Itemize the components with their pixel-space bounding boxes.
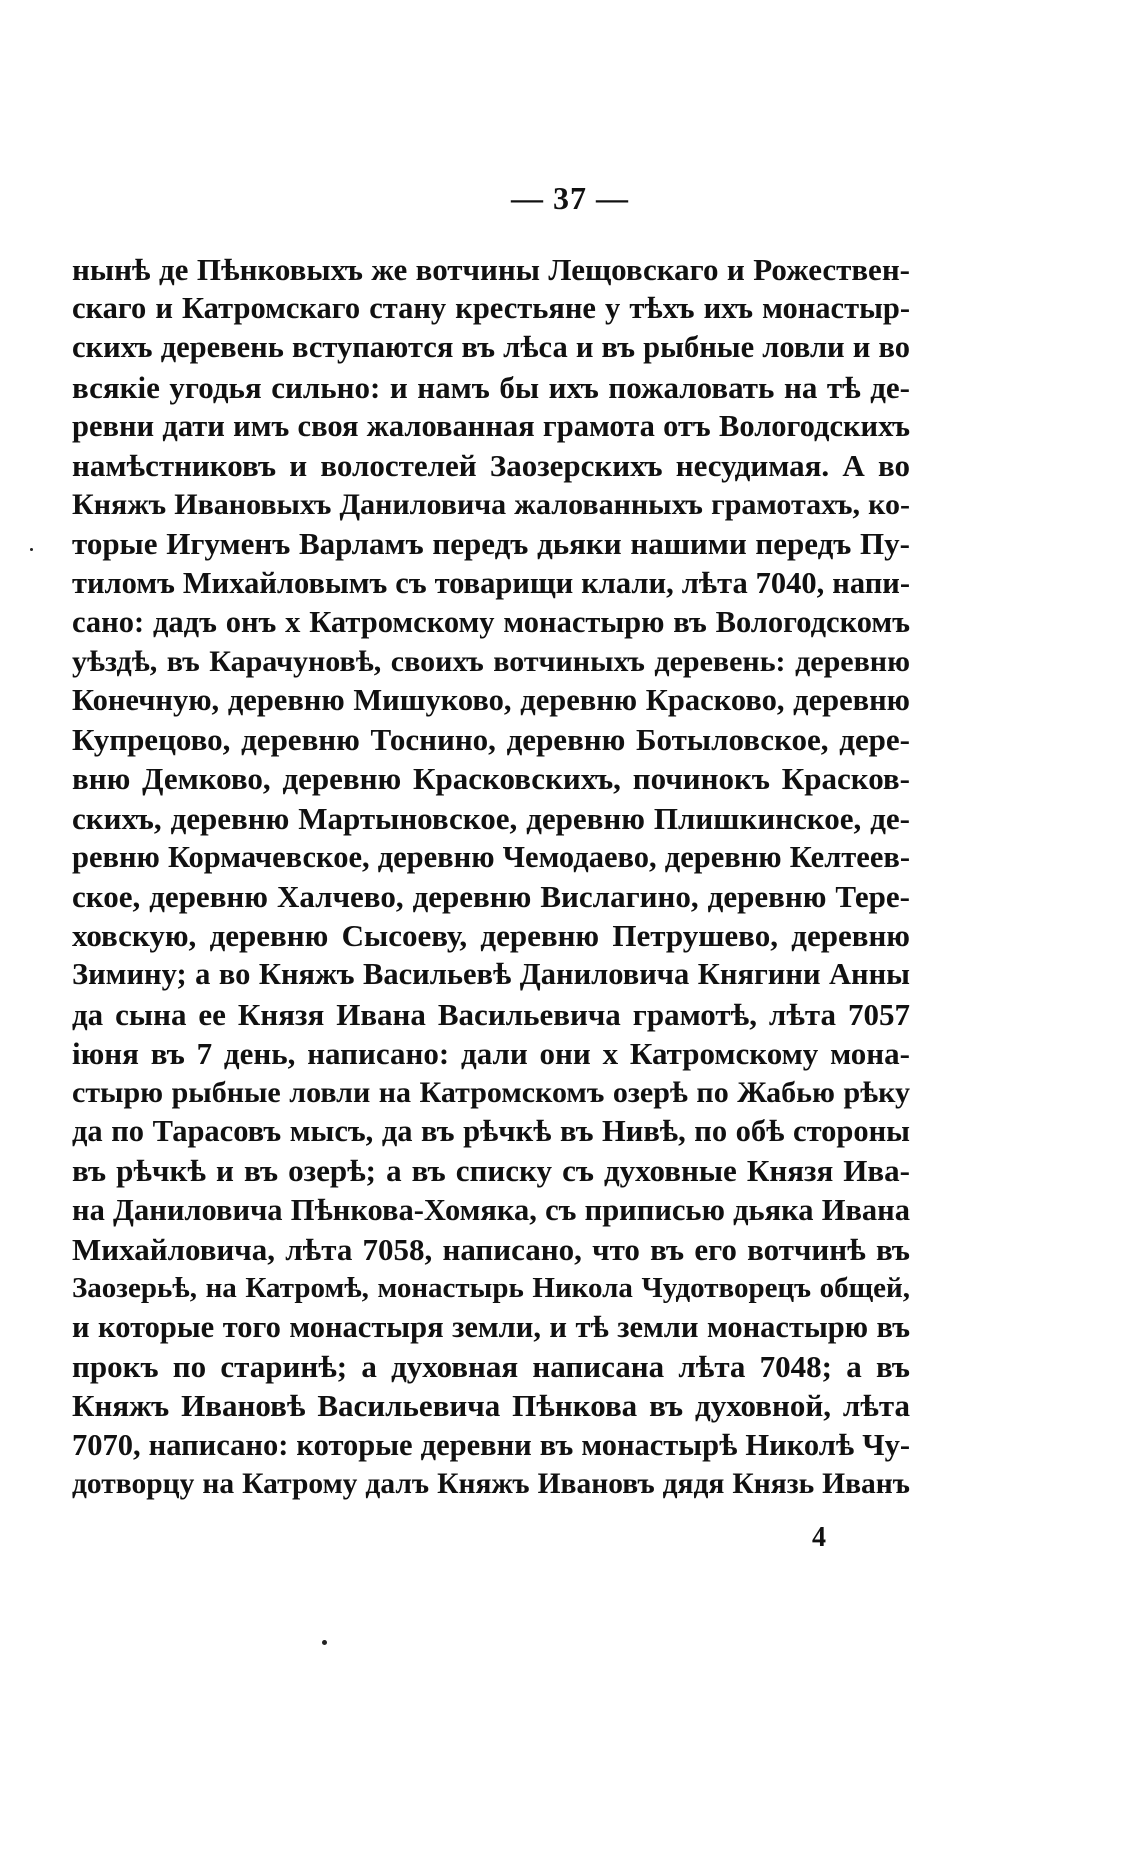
text-line: Заозерьѣ, на Катромѣ, монастырь Никола Чудотворецъ общей,	[72, 1271, 910, 1304]
text-line: всякіе угодья сильно: и намъ бы ихъ пожаловать на тѣ де-	[72, 369, 910, 405]
text-line: вню Демково, деревню Красковскихъ, починокъ Красков-	[72, 761, 910, 797]
text-line: да по Тарасовъ мысъ, да въ рѣчкѣ въ Нивѣ, по обѣ стороны	[72, 1114, 910, 1149]
text-line: Конечную, деревню Мишуково, деревню Красково, деревню	[72, 683, 910, 718]
text-line: ревню Кормачевское, деревню Чемодаево, деревню Келтеев-	[72, 839, 910, 874]
text-line: въ рѣчкѣ и въ озерѣ; а въ списку съ духовные Князя Ива-	[72, 1153, 910, 1189]
page-number: — 37 —	[511, 180, 629, 216]
text-line: скаго и Катромскаго стану крестьяне у тѣхъ ихъ монастыр-	[72, 291, 910, 326]
text-line: прокъ по старинѣ; а духовная написана лѣта 7048; а въ	[72, 1349, 910, 1385]
text-line: ревни дати имъ своя жалованная грамота отъ Вологодскихъ	[72, 408, 910, 443]
text-line: Купрецово, деревню Тоснино, деревню Ботыловское, дере-	[72, 722, 910, 758]
text-line: тиломъ Михайловымъ съ товарищи клали, лѣта 7040, напи-	[72, 565, 910, 600]
text-line: торые Игуменъ Варламъ передъ дьяки нашими передъ Пу-	[72, 526, 910, 562]
text-line: Зимину; а во Княжъ Васильевѣ Даниловича Княгини Анны	[72, 957, 910, 992]
text-line: уѣздѣ, въ Карачуновѣ, своихъ вотчиныхъ деревень: деревню	[72, 644, 910, 678]
scan-speck	[322, 1640, 327, 1645]
text-line: да сына ее Князя Ивана Васильевича грамотѣ, лѣта 7057	[72, 996, 910, 1032]
text-line: и которые того монастыря земли, и тѣ земли монастырю въ	[72, 1310, 910, 1345]
text-line: 7070, написано: которые деревни въ монастырѣ Николѣ Чу-	[72, 1427, 910, 1462]
text-line: Княжъ Ивановыхъ Даниловича жалованныхъ грамотахъ, ко-	[72, 488, 910, 522]
text-line: скихъ деревень вступаются въ лѣса и въ рыбные ловли и во	[72, 330, 910, 365]
text-line: на Даниловича Пѣнкова-Хомяка, съ приписью дьяка Ивана	[72, 1192, 910, 1227]
text-line: ховскую, деревню Сысоеву, деревню Петрушево, деревню	[72, 918, 910, 954]
text-line: сано: дадъ онъ х Катромскому монастырю въ Вологодскомъ	[72, 604, 910, 639]
text-line: нынѣ де Пѣнковыхъ же вотчины Лещовскаго и Рожествен-	[72, 252, 910, 287]
text-line: стырю рыбные ловли на Катромскомъ озерѣ по Жабью рѣку	[72, 1075, 910, 1109]
text-line: Михайловича, лѣта 7058, написано, что въ его вотчинѣ въ	[72, 1231, 910, 1267]
text-line: ское, деревню Халчево, деревню Вислагино, деревню Тере-	[72, 879, 910, 914]
text-line: намѣстниковъ и волостелей Заозерскихъ несудимая. А во	[72, 447, 910, 483]
text-line: дотворцу на Катрому далъ Княжъ Ивановъ дядя Князь Иванъ	[72, 1467, 910, 1500]
body-text	[72, 250, 910, 1504]
text-line: скихъ, деревню Мартыновское, деревню Плишкинское, де-	[72, 800, 910, 836]
signature-mark: 4	[812, 1522, 826, 1553]
text-line: іюня въ 7 день, написано: дали они х Катромскому мона-	[72, 1035, 910, 1071]
scan-speck	[30, 548, 33, 551]
text-line: Княжъ Ивановѣ Васильевича Пѣнкова въ духовной, лѣта	[72, 1388, 910, 1424]
